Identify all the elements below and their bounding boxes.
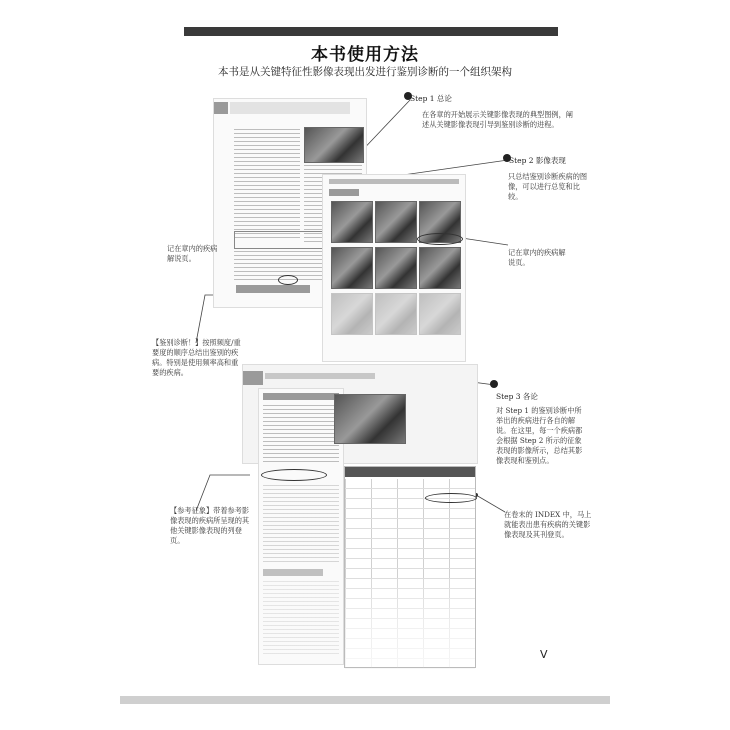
disease-detail-page [258,388,344,665]
step2-label: Step 2 影像表现 [509,156,566,165]
page-subtitle: 本书是从关键特征性影像表现出发进行鉴别诊断的一个组织架构 [218,66,512,78]
page-number: V [540,648,548,661]
image-gallery-page [322,174,466,362]
step1-description: 在各章的开始展示关键影像表现的典型图例，阐述从关键影像表现引导到鉴别诊断的进程。 [422,110,573,129]
index-note: 在卷末的 INDEX 中，马上就能表出患有疾病的关键影像表现及其刊登页。 [504,510,592,539]
index-table-page [344,466,476,668]
step1-label: Step 1 总论 [410,94,452,103]
step3-description: 对 Step 1 的鉴别诊断中所举出的疾病进行各自的解说。在这里，每一个疾病都会根据 Step 2 所示的征象表现的影像所示，总结其影像表现和鉴别点。 [496,406,583,465]
page-title: 本书使用方法 [311,45,419,65]
step3-label: Step 3 各论 [496,392,538,401]
step2-description: 只总结鉴别诊断疾病的图像，可以进行总览和比较。 [508,172,588,201]
detail-image [334,394,406,444]
footer-bar [120,696,610,704]
reference-note: 【参考征象】带着参考影像表现的疾病所呈现的其他关键影像表现的列登页。 [170,506,250,545]
chapter-note-right: 记在章内的疾病解说页。 [508,248,566,267]
step3-marker [490,380,498,388]
chapter-note-left: 记在章内的疾病解说页。 [167,244,218,263]
differential-note: 【鉴别诊断！】按照频度/重要度的顺序总结出鉴别的疾病。特别是使用频率高和重要的疾病。 [152,338,241,377]
